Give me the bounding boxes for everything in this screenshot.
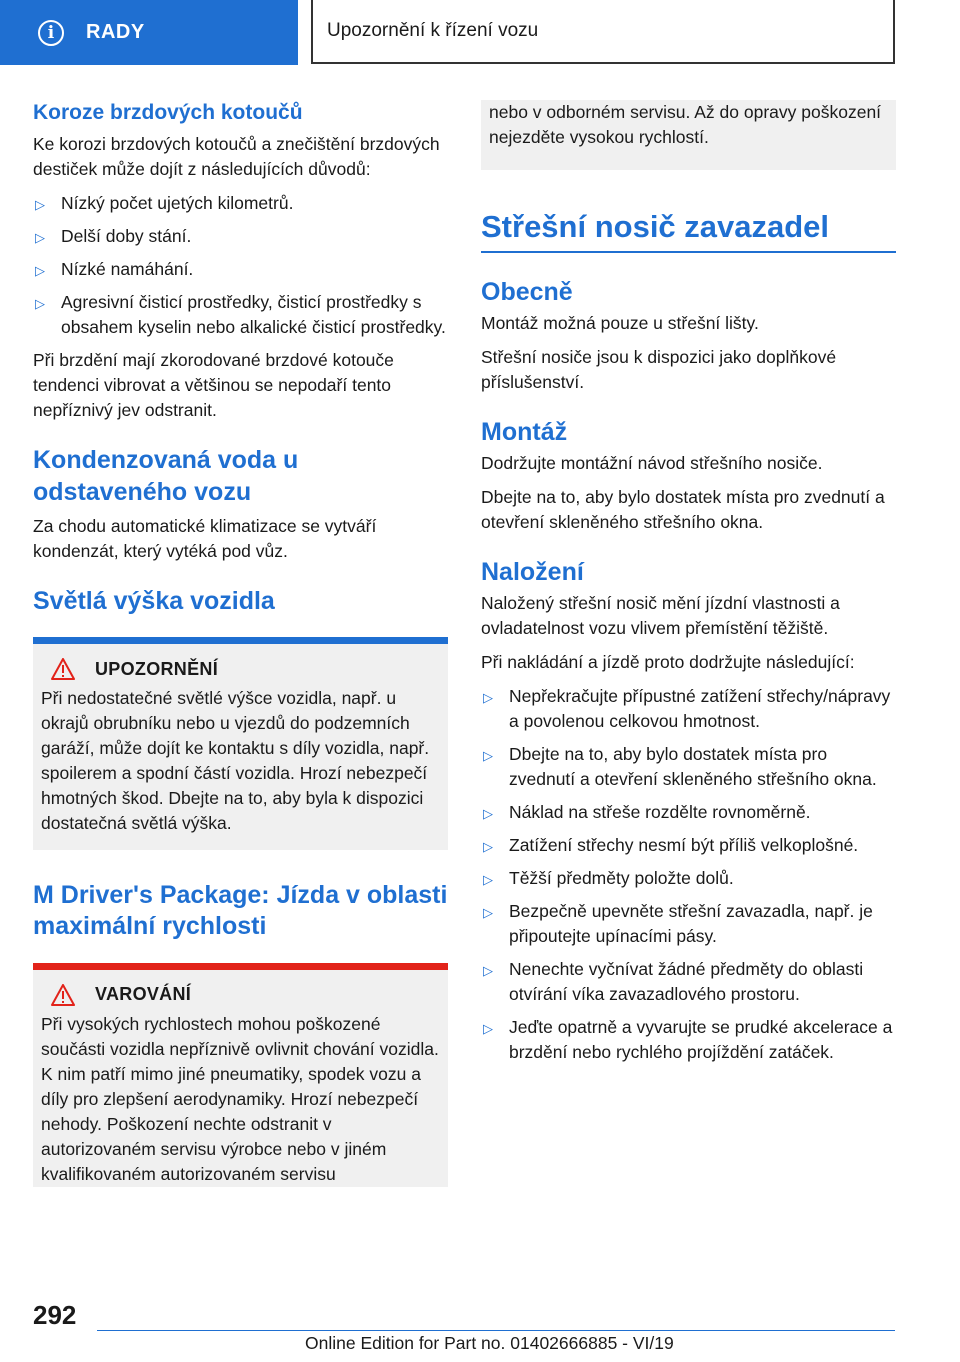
notice-rule-red — [33, 963, 448, 970]
loading-list — [481, 684, 896, 1065]
general-text-1: Montáž možná pouze u střešní lišty. — [481, 313, 759, 334]
triangle-bullet-icon: ▷ — [483, 839, 493, 855]
brake-corrosion-after: Při brzdění mají zkorodované brzdové kotouče tendenci vibrovat a většinou se nepodaří tento nepříznivý jev odstranit. — [33, 350, 394, 421]
page-number: 292 — [33, 1300, 77, 1330]
header-tab-label: RADY — [86, 21, 145, 43]
triangle-bullet-icon: ▷ — [483, 806, 493, 822]
loading-text-1: Naložený střešní nosič mění jízdní vlastnosti a ovladatelnost vozu vlivem přemístění těžiště. — [481, 593, 840, 639]
list-item: ▷ Delší doby stání. — [33, 224, 448, 249]
brake-corrosion-intro: Ke korozi brzdových kotoučů a znečištění brzdových destiček může dojít z následujících důvodů: — [33, 134, 440, 180]
list-item: ▷ Nízké namáhání. — [33, 257, 448, 282]
general-text-2: Střešní nosiče jsou k dispozici jako doplňkové příslušenství. — [481, 347, 837, 393]
notice-text-continued: nebo v odborném servisu. Až do opravy poškození nejezděte vysokou rychlostí. — [489, 102, 882, 147]
notice-title: UPOZORNĚNÍ — [95, 658, 219, 679]
section-title-loading: Naložení — [481, 558, 584, 587]
brake-corrosion-list — [33, 191, 448, 340]
section-title-general: Obecně — [481, 278, 573, 307]
triangle-bullet-icon: ▷ — [483, 690, 493, 706]
list-item: ▷ Těžší předměty položte dolů. — [481, 866, 896, 891]
list-item: ▷ Bezpečně upevněte střešní zavazadla, např. je připoutejte upínacími pásy. — [483, 901, 873, 947]
section-title-ground-clearance: Světlá výška vozidla — [33, 586, 275, 615]
warning-triangle-icon — [51, 658, 75, 680]
left-column — [33, 100, 448, 1187]
triangle-bullet-icon: ▷ — [483, 872, 493, 888]
triangle-bullet-icon: ▷ — [35, 230, 45, 246]
notice-head — [41, 984, 440, 1006]
right-column — [481, 100, 896, 1073]
notice-box-warning-continued — [481, 100, 896, 170]
notice-head — [41, 658, 440, 680]
list-item: ▷ Nízký počet ujetých kilometrů. — [33, 191, 448, 216]
page-title-roof-rack: Střešní nosič zavazadel — [481, 209, 830, 244]
condensate-text: Za chodu automatické klimatizace se vytváří kondenzát, který vytéká pod vůz. — [33, 515, 377, 561]
notice-box-warning — [33, 970, 448, 1187]
list-item: ▷ Náklad na střeše rozdělte rovnoměrně. — [481, 800, 896, 825]
section-title-brake-corrosion: Koroze brzdových kotoučů — [33, 101, 303, 124]
mounting-text-2: Dbejte na to, aby bylo dostatek místa pro zvednutí a otevření skleněného střešního okna. — [481, 487, 885, 533]
notice-title: VAROVÁNÍ — [95, 984, 192, 1004]
list-item: ▷ Dbejte na to, aby bylo dostatek místa pro zvednutí a otevření skleněného střešního okna. — [483, 744, 877, 790]
triangle-bullet-icon: ▷ — [483, 963, 493, 979]
triangle-bullet-icon: ▷ — [483, 748, 493, 764]
list-item: ▷ Agresivní čisticí prostředky, čisticí prostředky s obsahem kyselin nebo alkalické čisticí prostředky. — [35, 292, 446, 338]
section-title-condensate: Kondenzovaná voda u odstaveného vozu — [33, 446, 299, 506]
notice-text: Při vysokých rychlostech mohou poškozené součásti vozidla nepříznivě ovlivnit chování vozidla. K nim patří mimo jiné pneumatiky, spodek vozu a díly pro zlepšení aerodynamiky. Hrozí nebezpečí nehody. Poškození nechte odstranit v autorizovaném servisu výrobce nebo v jiném kvalifikovaném autorizovaném servisu — [41, 1013, 439, 1184]
section-title-m-drivers-package: M Driver's Package: Jízda v oblasti maximální rychlosti — [33, 881, 448, 941]
triangle-bullet-icon: ▷ — [483, 1021, 493, 1037]
triangle-bullet-icon: ▷ — [483, 905, 493, 921]
info-icon: i — [38, 20, 64, 46]
footer-edition: Online Edition for Part no. 01402666885 - VI/19 — [305, 1333, 674, 1353]
roof-rack-title-block — [481, 208, 896, 253]
notice-text: Při nedostatečné světlé výšce vozidla, např. u okrajů obrubníku nebo u vjezdů do podzemních garáží, může dojít ke kontaktu s díly vozidla, např. spoilerem a spodní částí vozidla. Hrozí nebezpečí hmotných škod. Dbejte na to, aby byla k dispozici dostatečná světlá výška. — [41, 688, 430, 833]
list-item: ▷ Jeďte opatrně a vyvarujte se prudké akcelerace a brzdění nebo rychlého projíždění zatáček. — [483, 1017, 893, 1063]
loading-text-2: Při nakládání a jízdě proto dodržujte následující: — [481, 652, 855, 673]
section-title-mounting: Montáž — [481, 418, 568, 447]
triangle-bullet-icon: ▷ — [35, 197, 45, 213]
triangle-bullet-icon: ▷ — [35, 296, 45, 312]
header-tab — [0, 0, 298, 65]
notice-box-caution — [33, 644, 448, 850]
list-item: ▷ Nepřekračujte přípustné zatížení střechy/nápravy a povolenou celkovou hmotnost. — [483, 686, 891, 732]
notice-rule-blue — [33, 637, 448, 644]
warning-triangle-icon — [51, 984, 75, 1006]
mounting-text-1: Dodržujte montážní návod střešního nosiče. — [481, 453, 823, 474]
list-item: ▷ Nenechte vyčnívat žádné předměty do oblasti otvírání víka zavazadlového prostoru. — [483, 959, 864, 1005]
footer-rule — [97, 1330, 895, 1331]
triangle-bullet-icon: ▷ — [35, 263, 45, 279]
chapter-title: Upozornění k řízení vozu — [311, 0, 895, 64]
list-item: ▷ Zatížení střechy nesmí být příliš velkoplošné. — [481, 833, 896, 858]
